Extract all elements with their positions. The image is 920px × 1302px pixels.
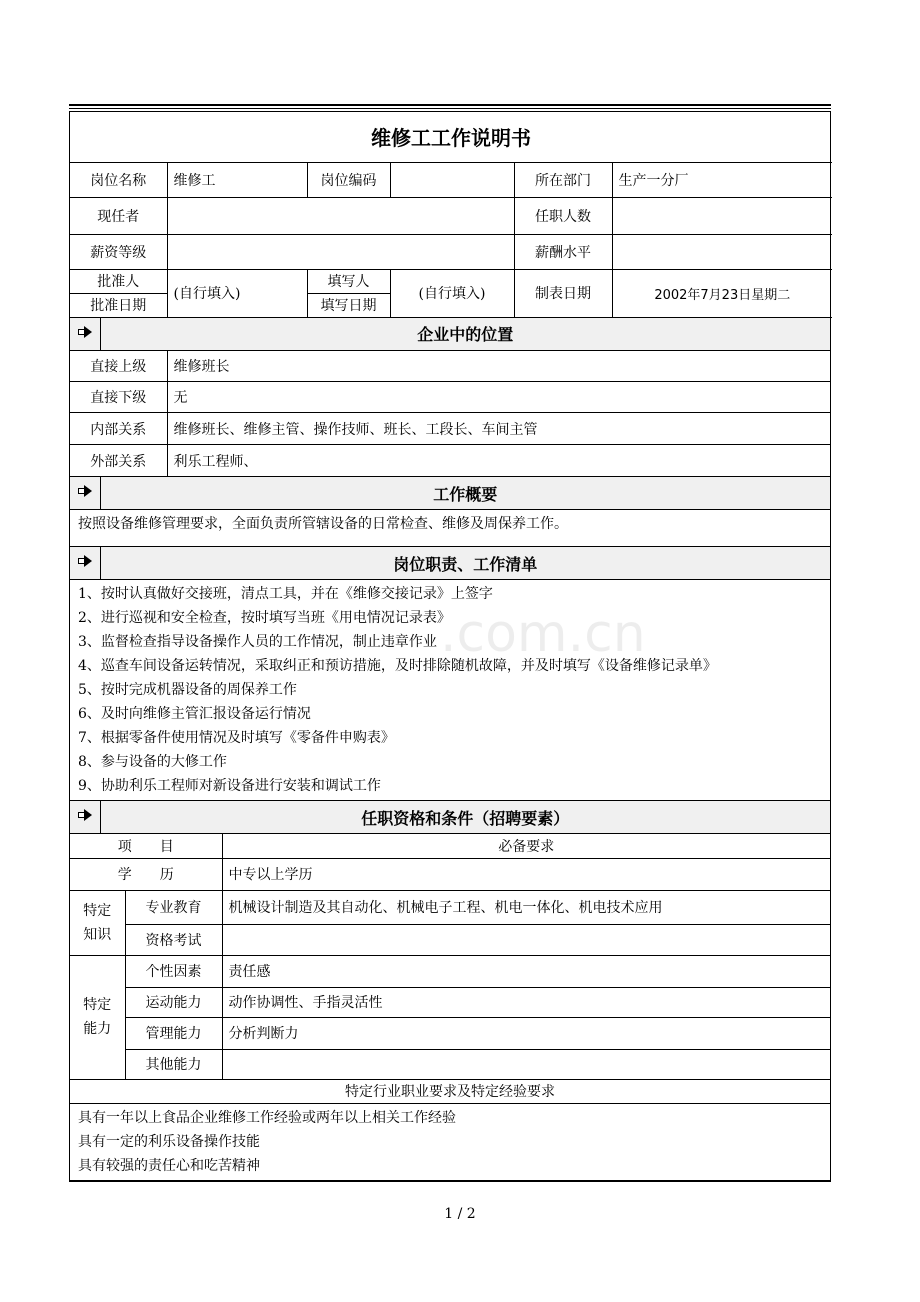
page-number: 1 / 2 bbox=[444, 1206, 476, 1222]
filler-label: 填写人 bbox=[307, 269, 390, 293]
section-title-position: 企业中的位置 bbox=[100, 318, 830, 351]
salary-grade-label: 薪资等级 bbox=[70, 234, 167, 269]
fill-date-label: 填写日期 bbox=[307, 293, 390, 317]
section-title-duties: 岗位职责、工作清单 bbox=[100, 547, 830, 580]
personality-label: 个性因素 bbox=[125, 955, 222, 987]
experience-heading: 特定行业职业要求及特定经验要求 bbox=[70, 1079, 830, 1103]
section-title-summary: 工作概要 bbox=[100, 477, 830, 510]
approve-date-label: 批准日期 bbox=[70, 293, 167, 317]
form-date-value: 2002年7月23日星期二 bbox=[612, 269, 832, 317]
knowledge-group-label: 特定知识 bbox=[70, 890, 125, 955]
basic-info-table bbox=[70, 112, 832, 318]
subordinate-value: 无 bbox=[167, 382, 830, 413]
approver-label: 批准人 bbox=[70, 269, 167, 293]
duties-list bbox=[70, 580, 830, 801]
approver-value: (自行填入) bbox=[167, 269, 307, 317]
list-item: 具有一年以上食品企业维修工作经验或两年以上相关工作经验 bbox=[78, 1109, 456, 1126]
supervisor-value: 维修班长 bbox=[167, 351, 830, 382]
experience-list bbox=[70, 1103, 830, 1180]
incumbent-value bbox=[167, 197, 514, 234]
page-title: 维修工工作说明书 bbox=[70, 112, 832, 162]
position-section bbox=[70, 318, 830, 835]
salary-grade-value bbox=[167, 234, 514, 269]
section-title-qualifications: 任职资格和条件（招聘要素） bbox=[100, 801, 830, 834]
ability-group-label: 特定能力 bbox=[70, 955, 125, 1079]
external-relations-value: 利乐工程师、 bbox=[167, 445, 830, 477]
position-code-value bbox=[390, 162, 514, 197]
internal-relations-value: 维修班长、维修主管、操作技师、班长、工段长、车间主管 bbox=[167, 413, 830, 445]
education-label: 学 历 bbox=[70, 858, 222, 890]
job-description-sheet bbox=[69, 111, 831, 1182]
list-item: 5、按时完成机器设备的周保养工作 bbox=[78, 682, 297, 698]
list-item: 6、及时向维修主管汇报设备运行情况 bbox=[78, 706, 311, 722]
department-value: 生产一分厂 bbox=[612, 162, 832, 197]
headcount-value bbox=[612, 197, 832, 234]
management-ability-label: 管理能力 bbox=[125, 1017, 222, 1049]
list-item: 9、协助利乐工程师对新设备进行安装和调试工作 bbox=[78, 778, 381, 794]
management-ability-value: 分析判断力 bbox=[222, 1017, 830, 1049]
motor-ability-label: 运动能力 bbox=[125, 987, 222, 1017]
salary-level-label: 薪酬水平 bbox=[514, 234, 612, 269]
motor-ability-value: 动作协调性、手指灵活性 bbox=[222, 987, 830, 1017]
position-code-label: 岗位编码 bbox=[307, 162, 390, 197]
other-ability-label: 其他能力 bbox=[125, 1049, 222, 1079]
top-rule-thick bbox=[69, 104, 831, 106]
filler-value: (自行填入) bbox=[390, 269, 514, 317]
professional-education-value: 机械设计制造及其自动化、机械电子工程、机电一体化、机电技术应用 bbox=[222, 890, 830, 924]
certification-value bbox=[222, 924, 830, 955]
list-item: 2、进行巡视和安全检查，按时填写当班《用电情况记录表》 bbox=[78, 610, 451, 626]
arrow-right-icon bbox=[78, 809, 92, 821]
salary-level-value bbox=[612, 234, 832, 269]
list-item: 1、按时认真做好交接班，清点工具，并在《维修交接记录》上签字 bbox=[78, 586, 493, 602]
list-item: 7、根据零备件使用情况及时填写《零备件申购表》 bbox=[78, 730, 395, 746]
education-value: 中专以上学历 bbox=[222, 858, 830, 890]
position-name-value: 维修工 bbox=[167, 162, 307, 197]
section-marker bbox=[70, 477, 100, 510]
qualifications-table bbox=[70, 834, 830, 1181]
headcount-label: 任职人数 bbox=[514, 197, 612, 234]
section-marker bbox=[70, 318, 100, 351]
section-marker bbox=[70, 801, 100, 834]
job-summary-text: 按照设备维修管理要求，全面负责所管辖设备的日常检查、维修及周保养工作。 bbox=[70, 510, 830, 547]
subordinate-label: 直接下级 bbox=[70, 382, 167, 413]
watermark: .com.cn bbox=[440, 604, 646, 664]
arrow-right-icon bbox=[78, 555, 92, 567]
top-rule-thin bbox=[69, 108, 831, 109]
col-header-requirement: 必备要求 bbox=[222, 834, 830, 858]
col-header-item: 项 目 bbox=[70, 834, 222, 858]
other-ability-value bbox=[222, 1049, 830, 1079]
list-item: 4、巡查车间设备运转情况，采取纠正和预访措施，及时排除随机故障，并及时填写《设备维修记录单》 bbox=[78, 658, 717, 674]
personality-value: 责任感 bbox=[222, 955, 830, 987]
department-label: 所在部门 bbox=[514, 162, 612, 197]
external-relations-label: 外部关系 bbox=[70, 445, 167, 477]
list-item: 3、监督检查指导设备操作人员的工作情况，制止违章作业 bbox=[78, 634, 437, 650]
position-name-label: 岗位名称 bbox=[70, 162, 167, 197]
supervisor-label: 直接上级 bbox=[70, 351, 167, 382]
list-item: 8、参与设备的大修工作 bbox=[78, 754, 227, 770]
arrow-right-icon bbox=[78, 485, 92, 497]
list-item: 具有一定的利乐设备操作技能 bbox=[78, 1133, 260, 1150]
professional-education-label: 专业教育 bbox=[125, 890, 222, 924]
section-marker bbox=[70, 547, 100, 580]
incumbent-label: 现任者 bbox=[70, 197, 167, 234]
arrow-right-icon bbox=[78, 326, 92, 338]
internal-relations-label: 内部关系 bbox=[70, 413, 167, 445]
form-date-label: 制表日期 bbox=[514, 269, 612, 317]
certification-label: 资格考试 bbox=[125, 924, 222, 955]
list-item: 具有较强的责任心和吃苦精神 bbox=[78, 1157, 260, 1174]
